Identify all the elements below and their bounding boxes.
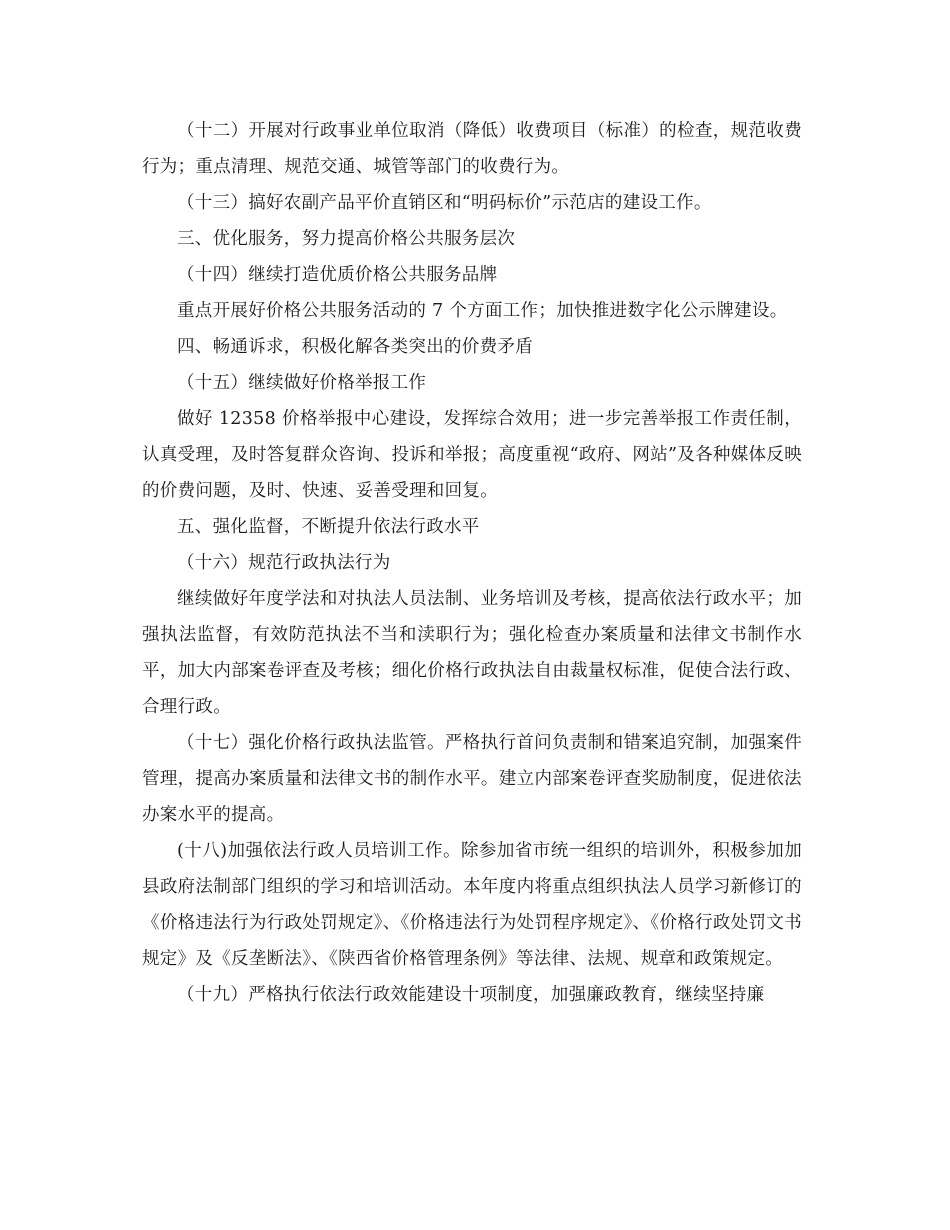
paragraph-15-body: 做好 12358 价格举报中心建设，发挥综合效用；进一步完善举报工作责任制，认真受理，及时答复群众咨询、投诉和举报；高度重视“政府、网站”及各种媒体反映的价费问题，及时、快速、妥善受理和回复。 [142,409,802,501]
paragraph-12: （十二）开展对行政事业单位取消（降低）收费项目（标准）的检查，规范收费行为；重点清理、规范交通、城管等部门的收费行为。 [142,121,802,177]
paragraph-19: （十九）严格执行依法行政效能建设十项制度，加强廉政教育，继续坚持廉 [177,985,765,1005]
section-heading-5: 五、强化监督，不断提升依法行政水平 [177,517,480,537]
paragraph-13: （十三）搞好农副产品平价直销区和“明码标价”示范店的建设工作。 [177,193,712,213]
subheading-14: （十四）继续打造优质价格公共服务品牌 [177,265,498,285]
document-body [142,113,802,1013]
paragraph-18: (十八)加强依法行政人员培训工作。除参加省市统一组织的培训外，积极参加加县政府法制部门组织的学习和培训活动。本年度内将重点组织执法人员学习新修订的《价格违法行为行政处罚规定》、《价格违法行为处罚程序规定》、《价格行政处罚文书规定》及《反垄断法》、《陕西省价格管理条例》等法律、法规、规章和政策规定。 [142,841,802,969]
section-heading-4: 四、畅通诉求，积极化解各类突出的价费矛盾 [177,337,533,357]
paragraph-17: （十七）强化价格行政执法监管。严格执行首问负责制和错案追究制，加强案件管理，提高办案质量和法律文书的制作水平。建立内部案卷评查奖励制度，促进依法办案水平的提高。 [142,733,802,825]
paragraph-14-body: 重点开展好价格公共服务活动的 7 个方面工作；加快推进数字化公示牌建设。 [177,301,788,321]
subheading-16: （十六）规范行政执法行为 [177,553,391,573]
subheading-15: （十五）继续做好价格举报工作 [177,373,427,393]
section-heading-3: 三、优化服务，努力提高价格公共服务层次 [177,229,516,249]
paragraph-16-body: 继续做好年度学法和对执法人员法制、业务培训及考核，提高依法行政水平；加强执法监督，有效防范执法不当和渎职行为；强化检查办案质量和法律文书制作水平，加大内部案卷评查及考核；细化价格行政执法自由裁量权标准，促使合法行政、合理行政。 [142,589,802,717]
